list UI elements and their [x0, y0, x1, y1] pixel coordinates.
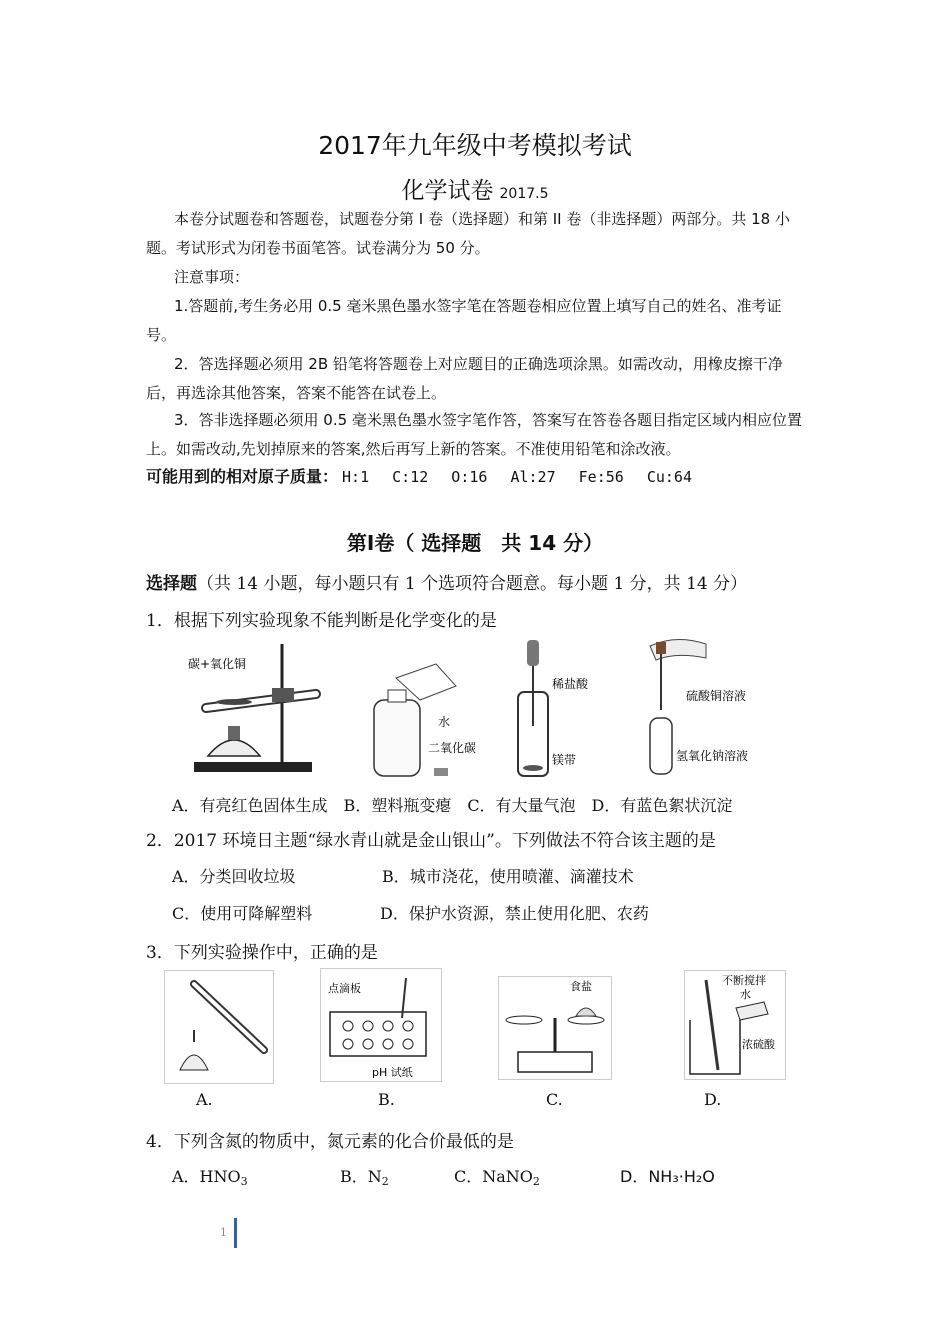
notes-title: 注意事项：: [174, 268, 250, 286]
instructions-bold: 选择题: [146, 574, 197, 594]
note-3: 3．答非选择题必须用 0.5 毫米黑色墨水签字笔作答，答案写在答卷各题目指定区域内相应位置上。如需改动,先划掉原来的答案,然后再写上新的答案。不准使用铅笔和涂改液。: [146, 411, 802, 458]
note-2: 2．答选择题必须用 2B 铅笔将答题卷上对应题目的正确选项涂黑。如需改动，用橡皮擦干净后，再选涂其他答案，答案不能答在试卷上。: [146, 355, 783, 402]
q3d-label-stir: 不断搅拌: [722, 974, 766, 987]
q1b-label-water: 水: [438, 715, 451, 729]
question-2-stem: 2．2017 环境日主题“绿水青山就是金山银山”。下列做法不符合该主题的是: [146, 831, 716, 851]
q4a-text: A．HNO: [172, 1167, 241, 1186]
q3b-label-ph: pH 试纸: [372, 1066, 413, 1079]
q3-option-b: B.: [378, 1090, 395, 1109]
question-3-stem: 3．下列实验操作中，正确的是: [146, 943, 378, 963]
q3d-label-water: 水: [740, 988, 751, 1001]
subtitle-text: 化学试卷: [401, 178, 494, 204]
instructions-text: （共 14 小题，每小题只有 1 个选项符合题意。每小题 1 分，共 14 分）: [197, 574, 748, 594]
q1d-label-cuso4: 硫酸铜溶液: [686, 689, 747, 703]
q1c-label-mg: 镁带: [552, 753, 577, 767]
page-number: 1: [220, 1226, 227, 1239]
note-1: 1.答题前,考生务必用 0.5 毫米黑色墨水签字笔在答题卷相应位置上填写自己的姓名、准考证号。: [146, 297, 782, 344]
section-instructions: [146, 569, 747, 594]
q3-figure-d: [684, 970, 786, 1080]
q4-option-c: [454, 1164, 540, 1188]
q4b-text: B．N: [340, 1167, 382, 1186]
q3d-label-acid: 浓硫酸: [742, 1038, 775, 1051]
q3-option-d: D.: [704, 1090, 722, 1109]
q1-figure-d: [646, 636, 816, 780]
q1d-label-naoh: 氢氧化钠溶液: [676, 749, 749, 763]
intro-paragraph: 本卷分试题卷和答题卷，试题卷分第 I 卷（选择题）和第 II 卷（非选择题）两部分。共 18 小题。考试形式为闭卷书面笔答。试卷满分为 50 分。: [146, 210, 790, 257]
q2-option-c: C．使用可降解塑料: [172, 904, 313, 923]
subtitle: [0, 172, 950, 205]
q3c-label-salt: 食盐: [570, 980, 592, 993]
q2-option-d: D．保护水资源，禁止使用化肥、农药: [380, 904, 649, 923]
q3-option-a: A.: [196, 1090, 213, 1109]
page-number-bar: [234, 1218, 237, 1248]
exam-date: 2017.5: [499, 186, 549, 202]
q2-option-a: A．分类回收垃圾: [172, 867, 296, 886]
q1-figure-b: [366, 660, 486, 778]
question-1-stem: 1．根据下列实验现象不能判断是化学变化的是: [146, 611, 497, 631]
q4c-text: C．NaNO: [454, 1167, 533, 1186]
q3-figure-a: [164, 970, 274, 1084]
q4-option-b: [340, 1164, 389, 1188]
question-1-options: A．有亮红色固体生成 B．塑料瓶变瘪 C．有大量气泡 D．有蓝色絮状沉淀: [172, 796, 733, 815]
q4c-sub: 2: [532, 1175, 540, 1188]
question-4-stem: 4．下列含氮的物质中，氮元素的化合价最低的是: [146, 1132, 514, 1152]
q1-figure-a: [186, 636, 336, 778]
q2-option-b: B．城市浇花，使用喷灌、滴灌技术: [382, 867, 634, 886]
q4b-sub: 2: [381, 1175, 389, 1188]
q4-option-d: D．NH₃·H₂O: [620, 1167, 715, 1186]
q1a-label: 碳+氧化铜: [188, 657, 247, 671]
page-title: 2017年九年级中考模拟考试: [318, 131, 632, 160]
q4a-sub: 3: [240, 1175, 248, 1188]
q3-figure-c: [498, 976, 612, 1080]
section-heading: 第Ⅰ卷（ 选择题 共 14 分）: [346, 531, 604, 555]
atomic-masses-values: H:1 C:12 O:16 Al:27 Fe:56 Cu:64: [342, 468, 692, 486]
q1b-label-co2: 二氧化碳: [428, 741, 477, 755]
q3-figure-b: [320, 968, 442, 1082]
q1c-label-hcl: 稀盐酸: [552, 677, 589, 691]
q4-option-a: [172, 1164, 248, 1188]
q3-option-c: C.: [546, 1090, 563, 1109]
atomic-masses: [146, 464, 692, 487]
q1-figure-c: [506, 636, 616, 780]
q3b-label-plate: 点滴板: [328, 982, 361, 995]
atomic-masses-label: 可能用到的相对原子质量：: [146, 467, 339, 486]
